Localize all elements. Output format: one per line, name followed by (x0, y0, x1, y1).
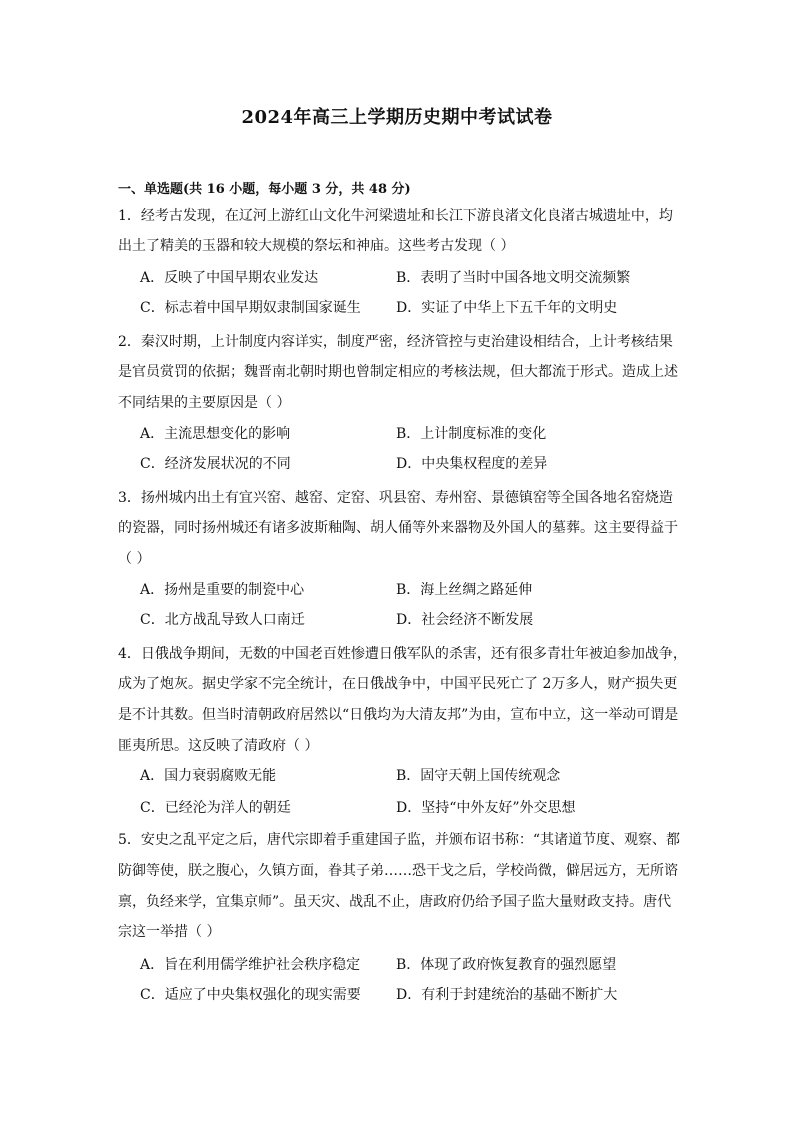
question-5-line-2: 防御等使，朕之腹心，久镇方面，眷其子弟……恐干戈之后，学校尚微，僻居远方，无所谘 (118, 863, 678, 879)
question-5-option-d: D．有利于封建统治的基础不断扩大 (396, 987, 618, 1003)
question-3-line-1: 3．扬州城内出土有宜兴窑、越窑、定窑、巩县窑、寿州窑、景德镇窑等全国各地名窑烧造 (118, 490, 673, 506)
question-1-option-c: C．标志着中国早期奴隶制国家诞生 (140, 300, 361, 316)
question-2-option-c: C．经济发展状况的不同 (140, 456, 291, 472)
question-2-line-2: 是官员赏罚的依据；魏晋南北朝时期也曾制定相应的考核法规，但大都流于形式。造成上述 (118, 364, 678, 380)
question-4-option-a: A．国力衰弱腐败无能 (140, 768, 277, 784)
question-1-option-b: B．表明了当时中国各地文明交流频繁 (396, 270, 631, 286)
section-heading: 一、单选题(共 16 小题，每小题 3 分，共 48 分) (118, 182, 411, 197)
question-2-line-3: 不同结果的主要原因是（ ） (118, 395, 291, 411)
question-5-line-3: 禀，负经来学，宜集京师”。虽天灾、战乱不止，唐政府仍给予国子监大量财政支持。唐代 (118, 894, 672, 910)
question-1-option-a: A．反映了中国早期农业发达 (140, 270, 319, 286)
question-3-option-b: B．海上丝绸之路延伸 (396, 582, 533, 598)
question-4-option-b: B．固守天朝上国传统观念 (396, 768, 561, 784)
question-3-option-c: C．北方战乱导致人口南迁 (140, 612, 305, 628)
question-2-option-a: A．主流思想变化的影响 (140, 426, 291, 442)
page-title: 2024年高三上学期历史期中考试试卷 (241, 107, 553, 128)
question-5-option-a: A．旨在利用儒学维护社会秩序稳定 (140, 957, 361, 973)
question-2-option-d: D．中央集权程度的差异 (396, 456, 548, 472)
question-3-line-2: 的瓷器，同时扬州城还有诸多波斯釉陶、胡人俑等外来器物及外国人的墓葬。这主要得益于 (118, 520, 678, 536)
question-4-line-3: 是不计其数。但当时清朝政府居然以“日俄均为大清友邦”为由，宣布中立，这一举动可谓是 (118, 707, 679, 723)
question-2-line-1: 2．秦汉时期，上计制度内容详实，制度严密，经济管控与吏治建设相结合，上计考核结果 (118, 334, 673, 350)
question-3-option-a: A．扬州是重要的制瓷中心 (140, 582, 305, 598)
question-3-option-d: D．社会经济不断发展 (396, 612, 534, 628)
question-4-line-2: 成为了炮灰。据史学家不完全统计，在日俄战争中，中国平民死亡了 2万多人，财产损失更 (118, 676, 678, 692)
question-5-line-4: 宗这一举措（ ） (118, 924, 221, 940)
question-5-option-b: B．体现了政府恢复教育的强烈愿望 (396, 957, 617, 973)
question-4-line-1: 4．日俄战争期间，无数的中国老百姓惨遭日俄军队的杀害，还有很多青壮年被迫参加战争， (118, 646, 687, 662)
question-4-option-d: D．坚持“中外友好”外交思想 (396, 800, 576, 816)
question-3-line-3: （ ） (118, 551, 151, 567)
question-5-option-c: C．适应了中央集权强化的现实需要 (140, 987, 361, 1003)
question-2-option-b: B．上计制度标准的变化 (396, 426, 547, 442)
question-1-line-1: 1．经考古发现，在辽河上游红山文化牛河梁遗址和长江下游良渚文化良渚古城遗址中，均 (118, 208, 673, 224)
question-5-line-1: 5．安史之乱平定之后，唐代宗即着手重建国子监，并颁布诏书称：“其诸道节度、观察、都 (118, 832, 681, 848)
question-4-option-c: C．已经沦为洋人的朝廷 (140, 800, 291, 816)
question-1-option-d: D．实证了中华上下五千年的文明史 (396, 300, 618, 316)
question-1-line-2: 出土了精美的玉器和较大规模的祭坛和神庙。这些考古发现（ ） (118, 238, 515, 254)
question-4-line-4: 匪夷所思。这反映了清政府（ ） (118, 738, 319, 754)
